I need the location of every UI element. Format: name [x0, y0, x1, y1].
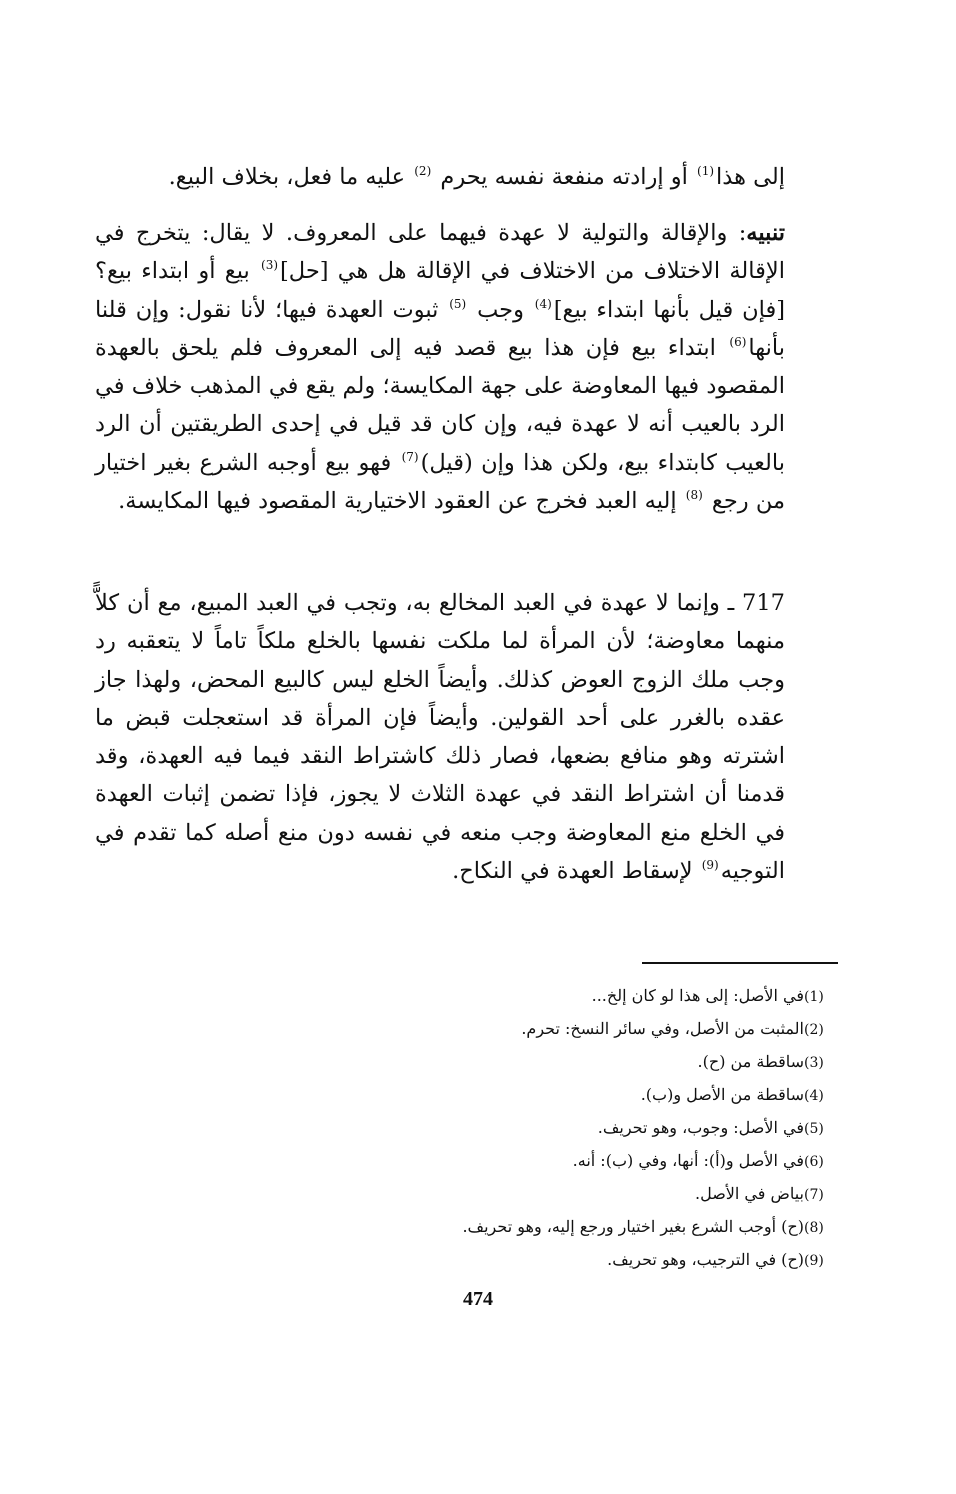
footnote-item [278, 1079, 838, 1112]
intro-text-3: عليه ما فعل، بخلاف البيع. [168, 164, 413, 190]
footnote-item [278, 1013, 838, 1046]
footnote-item [278, 1178, 838, 1211]
intro-text-1: إلى هذا [716, 164, 785, 190]
p717-text-1: ـ وإنما لا عهدة في العبد المخالع به، وتجب في العبد المبيع، مع أن كلاًّ منهما معاوضة؛ لأن المرأة لما ملكت نفسها بالخلع ملكاً تاماً لا يتعقبه رد وجب ملك الزوج العوض كذلك. وأيضاً الخلع ليس كالبيع المحض، ولهذا جاز عقده بالغرر على أحد القولين. وأيضاً فإن المرأة قد استعجلت قبض ما اشترته وهو منافع بضعها، فصار ذلك كاشتراط النقد فيما فيه العهدة، وقد قدمنا أن اشتراط النقد في عهدة الثلاث لا يجوز، فإذا تضمن إثبات العهدة في الخلع منع المعاوضة وجب منعه في نفسه دون منع أصله كما تقدم في التوجيه [95, 590, 785, 885]
footnote-number: (4) [804, 1088, 824, 1104]
footnote-ref-5[interactable]: (5) [449, 296, 467, 311]
intro-paragraph [95, 158, 785, 196]
footnote-text: في الأصل و(أ): أنها، وفي (ب): أنه. [572, 1151, 804, 1170]
footnote-divider [642, 962, 838, 964]
footnote-number: (7) [804, 1187, 824, 1203]
footnote-item [278, 980, 838, 1013]
footnote-text: في الأصل: إلى هذا لو كان إلخ... [591, 986, 804, 1005]
footnote-text: المثبت من الأصل، وفي سائر النسخ: تحرم. [521, 1019, 804, 1038]
tanbih-text-7: إليه العبد فخرج عن العقود الاختيارية المقصود فيها المكايسة. [118, 488, 684, 515]
footnote-ref-6[interactable]: (6) [729, 334, 747, 349]
paragraph-number: 717 [742, 590, 785, 616]
tanbih-heading: تنبيه [746, 220, 785, 246]
tanbih-text-6: فهو بيع أوجبه الشرع بغير اختيار من رجع [95, 449, 785, 515]
footnote-text: (ح) أوجب الشرع بغير اختيار ورجع إليه، وهو تحريف. [462, 1217, 804, 1236]
footnote-ref-9[interactable]: (9) [701, 858, 719, 873]
footnote-number: (5) [804, 1121, 824, 1137]
footnote-text: (ح) في الترجيب، وهو تحريف. [607, 1250, 804, 1269]
footnote-number: (9) [804, 1253, 824, 1269]
footnote-number: (1) [804, 989, 824, 1005]
footnote-number: (2) [804, 1022, 824, 1038]
tanbih-text-2: بيع أو ابتداء بيع؟ [فإن قيل بأنها ابتداء بيع] [95, 258, 785, 323]
footnote-ref-2[interactable]: (2) [414, 164, 432, 178]
tanbih-text-5: ابتداء بيع فإن هذا بيع قصد فيه إلى المعروف فلم يلحق بالعهدة المقصود فيها المعاوضة على جهة المكايسة؛ ولم يقع في المذهب خلاف في الرد بالعيب أنه لا عهدة فيه، وإن كان قد قيل في إحدى الطريقتين أن الرد بالعيب كابتداء بيع، ولكن هذا وإن (قيل) [95, 334, 785, 476]
footnote-text: ساقطة من (ح). [697, 1052, 804, 1071]
intro-text-2: أو إرادته منفعة نفسه يحرم [433, 164, 696, 190]
footnote-text: بياض في الأصل. [694, 1184, 804, 1203]
footnote-ref-4[interactable]: (4) [534, 296, 552, 311]
footnote-item [278, 1145, 838, 1178]
footnote-number: (6) [804, 1154, 824, 1170]
footnote-item [278, 1112, 838, 1145]
footnote-item [278, 1046, 838, 1079]
paragraph-717 [95, 584, 785, 890]
footnote-ref-1[interactable]: (1) [697, 164, 715, 178]
footnote-number: (8) [804, 1220, 824, 1236]
footnote-ref-8[interactable]: (8) [685, 488, 703, 503]
p717-text-2: لإسقاط العهدة في النكاح. [452, 858, 700, 885]
footnote-item [278, 1244, 838, 1277]
footnotes-list [278, 980, 838, 1277]
footnote-number: (3) [804, 1055, 824, 1071]
footnote-text: ساقطة من الأصل و(ب). [640, 1085, 804, 1104]
tanbih-text-1: : والإقالة والتولية لا عهدة فيهما على المعروف. لا يقال: يتخرج في الإقالة الاختلاف من الاختلاف في الإقالة هل هي [حل] [95, 220, 785, 285]
footnote-ref-7[interactable]: (7) [401, 449, 419, 464]
tanbih-text-4: ثبوت العهدة فيها؛ لأنا نقول: وإن قلنا بأنها [95, 296, 785, 361]
tanbih-text-3: وجب [468, 296, 533, 323]
footnote-ref-3[interactable]: (3) [261, 258, 279, 273]
page-number: 474 [463, 1288, 493, 1310]
footnote-text: في الأصل: وجوب، وهو تحريف. [597, 1118, 804, 1137]
footnote-item [278, 1211, 838, 1244]
tanbih-paragraph [95, 214, 785, 520]
